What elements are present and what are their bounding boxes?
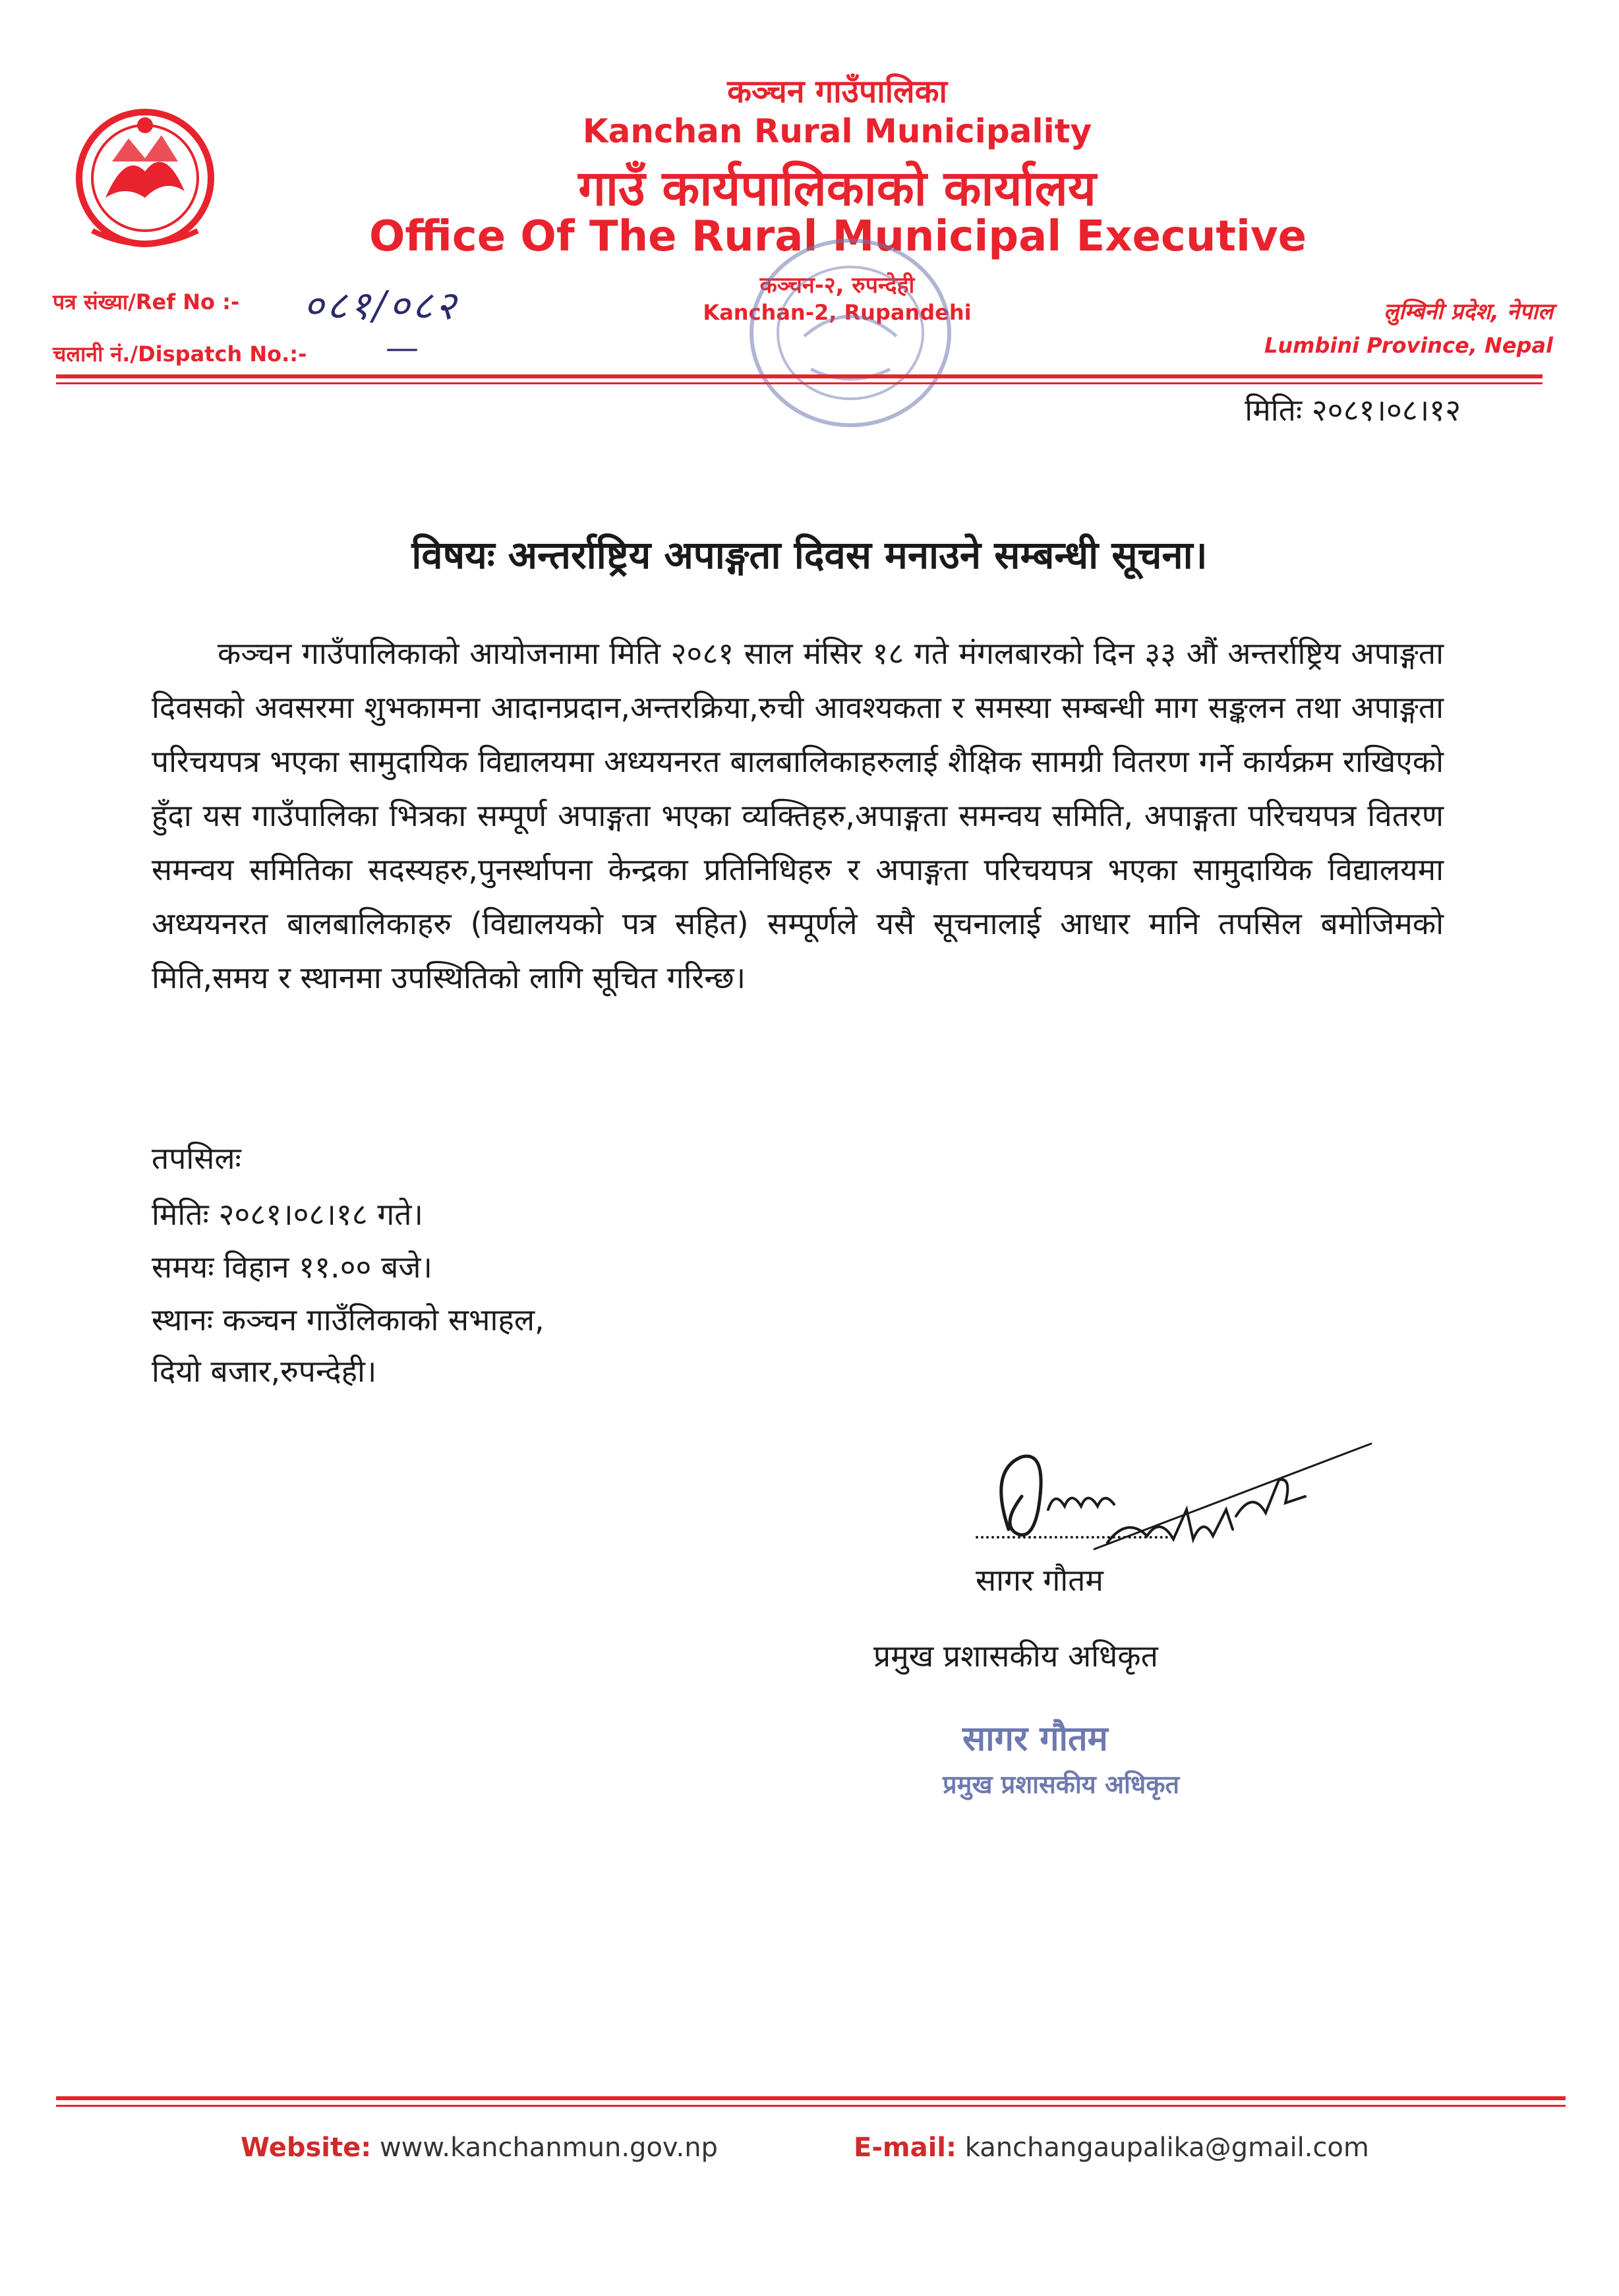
header-divider: [56, 374, 1543, 378]
office-name-english: Office Of The Rural Municipal Executive: [369, 212, 1307, 261]
footer-divider-thin: [56, 2105, 1566, 2107]
handwritten-signature: [976, 1417, 1384, 1575]
address-nepali: कञ्चन-२, रुपन्देही: [759, 272, 915, 299]
signature-line: [976, 1536, 1173, 1539]
address-english: Kanchan-2, Rupandehi: [703, 300, 972, 325]
signer-name: सागर गौतम: [976, 1562, 1104, 1598]
details-place-line2: दियो बजार,रुपन्देही।: [152, 1353, 377, 1389]
details-heading: तपसिलः: [152, 1140, 241, 1176]
letter-subject: विषयः अन्तर्राष्ट्रिय अपाङ्गता दिवस मनाउने सम्बन्धी सूचना।: [411, 533, 1208, 577]
ref-no-value: ०८१/०८२: [303, 283, 459, 329]
email-label: E-mail:: [854, 2133, 957, 2163]
office-name-nepali: गाउँ कार्यपालिकाको कार्यालय: [578, 160, 1096, 217]
dispatch-no-value: —: [386, 328, 419, 367]
signer-title: प्रमुख प्रशासकीय अधिकृत: [873, 1638, 1158, 1674]
website-label: Website:: [241, 2133, 372, 2163]
header-divider-thin: [56, 382, 1543, 384]
website-link[interactable]: www.kanchanmun.gov.np: [379, 2133, 718, 2163]
province-nepali: लुम्बिनी प्रदेश, नेपाल: [1383, 299, 1553, 325]
email-link[interactable]: kanchangaupalika@gmail.com: [964, 2133, 1369, 2163]
stamp-name: सागर गौतम: [962, 1719, 1108, 1759]
municipality-name-english: Kanchan Rural Municipality: [582, 112, 1092, 150]
details-place: स्थानः कञ्चन गाउँलिकाको सभाहल,: [152, 1302, 545, 1338]
dispatch-no-label: चलानी नं./Dispatch No.:-: [53, 341, 307, 367]
letter-date: मितिः २०८१।०८।१२: [1245, 392, 1461, 428]
province-english: Lumbini Province, Nepal: [1264, 333, 1553, 358]
municipality-name-nepali: कञ्चन गाउँपालिका: [727, 73, 947, 110]
letter-body: कञ्चन गाउँपालिकाको आयोजनामा मिति २०८१ साल मंसिर १८ गते मंगलबारको दिन ३३ औं अन्तर्राष्ट्रिय अपाङ्गता दिवसको अवसरमा शुभकामना आदानप्रदान,अन्तरक्रिया,रुची आवश्यकता र समस्या सम्बन्धी माग सङ्कलन तथा अपाङ्गता परिचयपत्र भएका सामुदायिक विद्यालयमा अध्ययनरत बालबालिकाहरुलाई शैक्षिक सामग्री वितरण गर्ने कार्यक्रम राखिएको हुँदा यस गाउँपालिका भित्रका सम्पूर्ण अपाङ्गता भएका व्यक्तिहरु,अपाङ्गता समन्वय समिति, अपाङ्गता परिचयपत्र वितरण समन्वय समितिका सदस्यहरु,पुनर्स्थापना केन्द्रका प्रतिनिधिहरु र अपाङ्गता परिचयपत्र भएका सामुदायिक विद्यालयमा अध्ययनरत बालबालिकाहरु (विद्यालयको पत्र सहित) सम्पूर्णले यसै सूचनालाई आधार मानि तपसिल बमोजिमको मिति,समय र स्थानमा उपस्थितिको लागि सूचित गरिन्छ।: [152, 635, 1444, 995]
office-round-seal: [725, 218, 962, 435]
ref-no-label: पत्र संख्या/Ref No :-: [53, 289, 240, 314]
footer-divider: [56, 2096, 1566, 2100]
stamp-title: प्रमुख प्रशासकीय अधिकृत: [943, 1770, 1180, 1799]
details-time: समयः विहान ११.०० बजे।: [152, 1249, 432, 1285]
footer-website: [241, 2133, 718, 2163]
nepal-emblem-logo: [66, 99, 224, 257]
details-date: मितिः २०८१।०८।१८ गते।: [152, 1196, 423, 1232]
footer-email: [854, 2133, 1369, 2163]
